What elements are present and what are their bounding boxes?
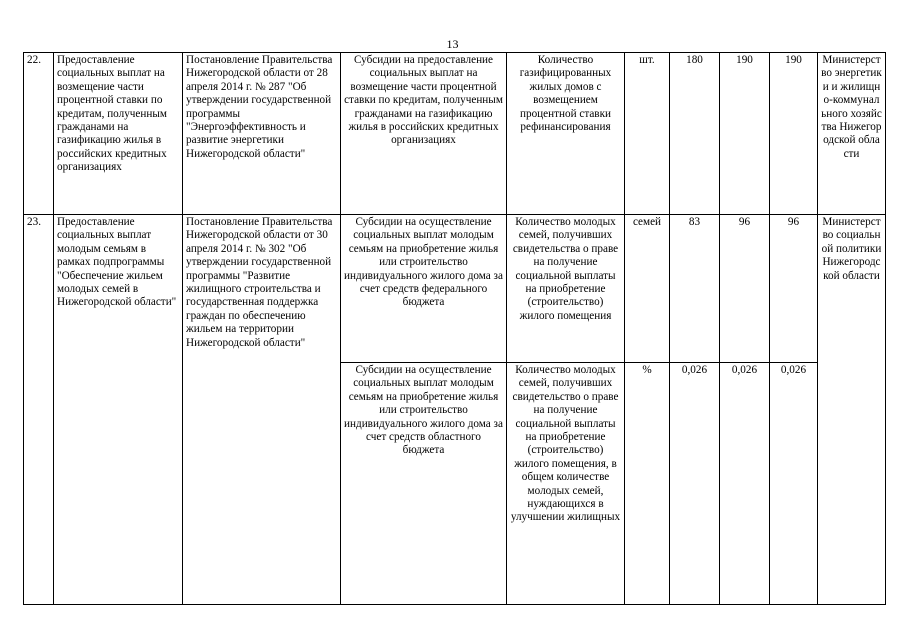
measure-name: Предоставление социальных выплат на возмещение части процентной ставки по кредитам, полученным гражданами на газификацию жилья в российских кредитных организациях [54,53,183,215]
indicator-name: Количество молодых семей, получивших свидетельства о праве на получение социальной выплаты на приобретение (строительство) жилого помещения [507,215,625,363]
table-row-23 [24,215,886,363]
row-number: 23. [24,215,54,605]
value-year-1: 180 [670,53,720,215]
responsible-executor: Министерство социальной политики Нижегородской области [818,215,886,605]
indicator-name: Количество молодых семей, получивших свидетельство о праве на получение социальной выплаты на приобретение (строительство) жилого помещения, в общем количестве молодых семей, нуждающихся в улучшении жилищных [507,363,625,605]
indicator-name: Количество газифицированных жилых домов с возмещением процентной ставки рефинансирования [507,53,625,215]
table-row-22 [24,53,886,215]
value-year-2: 96 [720,215,770,363]
value-year-1: 83 [670,215,720,363]
value-year-2: 0,026 [720,363,770,605]
unit-of-measure: % [625,363,670,605]
value-year-3: 190 [770,53,818,215]
page-number: 13 [446,37,459,51]
funding-measure: Субсидии на осуществление социальных выплат молодым семьям на приобретение жилья или строительство индивидуального жилого дома за счет средств областного бюджета [341,363,507,605]
funding-measure: Субсидии на предоставление социальных выплат на возмещение части процентной ставки по кредитам, полученным гражданами на газификацию жилья в российских кредитных организациях [341,53,507,215]
legal-document: Постановление Правительства Нижегородской области от 28 апреля 2014 г. № 287 "Об утверждении государственной программы "Энергоэффективность и развитие энергетики Нижегородской области" [183,53,341,215]
responsible-executor: Министерство энергетики и жилищно-коммунального хозяйства Нижегородской области [818,53,886,215]
unit-of-measure: семей [625,215,670,363]
unit-of-measure: шт. [625,53,670,215]
row-number: 22. [24,53,54,215]
value-year-2: 190 [720,53,770,215]
funding-measure: Субсидии на осуществление социальных выплат молодым семьям на приобретение жилья или строительство индивидуального жилого дома за счет средств федерального бюджета [341,215,507,363]
value-year-3: 0,026 [770,363,818,605]
value-year-1: 0,026 [670,363,720,605]
program-measures-table [23,52,886,605]
legal-document: Постановление Правительства Нижегородской области от 30 апреля 2014 г. № 302 "Об утверждении государственной программы "Развитие жилищного строительства и государственная поддержка граждан по обеспечению жильем на территории Нижегородской области" [183,215,341,605]
value-year-3: 96 [770,215,818,363]
measure-name: Предоставление социальных выплат молодым семьям в рамках подпрограммы "Обеспечение жильем молодых семей в Нижегородской области" [54,215,183,605]
